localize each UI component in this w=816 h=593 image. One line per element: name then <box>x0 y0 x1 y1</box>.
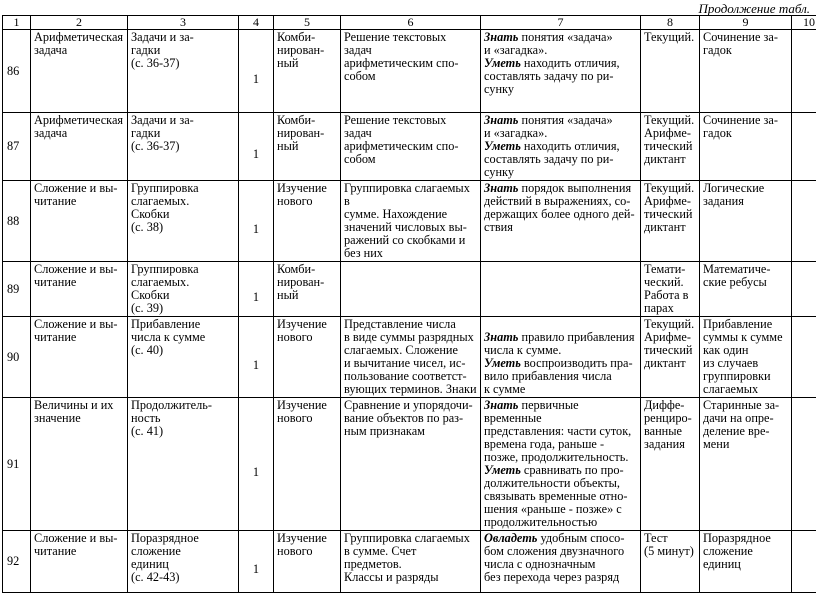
date-cell <box>792 317 816 398</box>
topic-cell: Прибавление числа к сумме (с. 40) <box>128 317 239 398</box>
emphasis-verb: Знать <box>484 330 518 344</box>
content-elements-cell: Решение текстовых задач арифметическим спо- собом <box>341 30 481 113</box>
emphasis-verb: Уметь <box>484 463 521 477</box>
emphasis-verb: Знать <box>484 30 518 44</box>
date-cell <box>792 262 816 317</box>
topic-cell: Задачи и за- гадки (с. 36-37) <box>128 30 239 113</box>
requirements-cell: Знать понятия «задача» и «загадка». Уметь находить отличия, составлять задачу по ри- сунку <box>481 30 641 113</box>
table-row <box>3 398 816 531</box>
requirements-cell: Знать понятия «задача» и «загадка». Уметь находить отличия, составлять задачу по ри- сунку <box>481 113 641 181</box>
topic-cell: Продолжитель- ность (с. 41) <box>128 398 239 531</box>
emphasis-verb: Овладеть <box>484 531 537 545</box>
control-type-cell: Темати- ческий. Работа в парах <box>641 262 700 317</box>
content-elements-cell: Группировка слагаемых в сумме. Нахождение значений числовых вы- ражений со скобками и без них <box>341 181 481 262</box>
emphasis-verb: Знать <box>484 181 518 195</box>
extra-content-cell: Старинные за- дачи на опре- деление вре- мени <box>700 398 792 531</box>
header-cell: 3 <box>128 16 239 30</box>
header-cell: 2 <box>31 16 128 30</box>
section-cell: Арифметическая задача <box>31 113 128 181</box>
table-row <box>3 531 816 593</box>
lesson-type-cell: Комби- нирован- ный <box>274 262 341 317</box>
hours-cell: 1 <box>239 317 274 398</box>
header-cell: 10 <box>792 16 816 30</box>
lesson-type-cell: Комби- нирован- ный <box>274 30 341 113</box>
section-cell: Сложение и вы- читание <box>31 317 128 398</box>
topic-cell: Группировка слагаемых. Скобки (с. 38) <box>128 181 239 262</box>
lesson-number-cell: 92 <box>3 531 31 593</box>
control-type-cell: Текущий. Арифме- тический диктант <box>641 113 700 181</box>
extra-content-cell: Сочинение за- гадок <box>700 113 792 181</box>
control-type-cell: Диффе- ренциро- ванные задания <box>641 398 700 531</box>
hours-cell: 1 <box>239 398 274 531</box>
topic-cell: Группировка слагаемых. Скобки (с. 39) <box>128 262 239 317</box>
hours-cell: 1 <box>239 181 274 262</box>
control-type-cell: Текущий. Арифме- тический диктант <box>641 181 700 262</box>
header-cell: 6 <box>341 16 481 30</box>
table-row <box>3 262 816 317</box>
hours-cell: 1 <box>239 30 274 113</box>
extra-content-cell: Сочинение за- гадок <box>700 30 792 113</box>
extra-content-cell: Математиче- ские ребусы <box>700 262 792 317</box>
section-cell: Арифметическая задача <box>31 30 128 113</box>
table-row <box>3 30 816 113</box>
lesson-number-cell: 90 <box>3 317 31 398</box>
lesson-type-cell: Изучение нового <box>274 317 341 398</box>
content-elements-cell <box>341 262 481 317</box>
content-elements-cell: Сравнение и упорядочи- вание объектов по раз- ным признакам <box>341 398 481 531</box>
content-elements-cell: Представление числа в виде суммы разрядных слагаемых. Сложение и вычитание чисел, ис- пользование соответст- вующих терминов. Знаки <box>341 317 481 398</box>
lesson-number-cell: 88 <box>3 181 31 262</box>
lesson-number-cell: 91 <box>3 398 31 531</box>
control-type-cell: Текущий. Арифме- тический диктант <box>641 317 700 398</box>
hours-cell: 1 <box>239 531 274 593</box>
extra-content-cell: Логические задания <box>700 181 792 262</box>
requirements-cell <box>481 262 641 317</box>
lesson-type-cell: Комби- нирован- ный <box>274 113 341 181</box>
control-type-cell: Текущий. <box>641 30 700 113</box>
hours-cell: 1 <box>239 113 274 181</box>
header-cell: 7 <box>481 16 641 30</box>
date-cell <box>792 181 816 262</box>
hours-cell: 1 <box>239 262 274 317</box>
lesson-type-cell: Изучение нового <box>274 181 341 262</box>
extra-content-cell: Поразрядное сложение единиц <box>700 531 792 593</box>
lesson-number-cell: 86 <box>3 30 31 113</box>
emphasis-verb: Уметь <box>484 139 521 153</box>
requirements-cell: Овладеть удобным спосо- бом сложения двузначного числа с однозначным без перехода через разряд <box>481 531 641 593</box>
header-cell: 5 <box>274 16 341 30</box>
lesson-type-cell: Изучение нового <box>274 398 341 531</box>
section-cell: Величины и их значение <box>31 398 128 531</box>
control-type-cell: Тест (5 минут) <box>641 531 700 593</box>
header-cell: 4 <box>239 16 274 30</box>
section-cell: Сложение и вы- читание <box>31 531 128 593</box>
lesson-type-cell: Изучение нового <box>274 531 341 593</box>
section-cell: Сложение и вы- читание <box>31 181 128 262</box>
lesson-plan-table <box>2 15 816 593</box>
requirements-cell: Знать первичные временные представления: части суток, времена года, раньше - позже, продолжительность. Уметь сравнивать по про- должительности объекты, связывать временные отно- шения «раньше - позже» с продолжительностью <box>481 398 641 531</box>
lesson-number-cell: 89 <box>3 262 31 317</box>
header-cell: 9 <box>700 16 792 30</box>
content-elements-cell: Решение текстовых задач арифметическим спо- собом <box>341 113 481 181</box>
requirements-cell: Знать порядок выполнения действий в выражениях, со- держащих более одного дей- ствия <box>481 181 641 262</box>
topic-cell: Поразрядное сложение единиц (с. 42-43) <box>128 531 239 593</box>
emphasis-verb: Уметь <box>484 56 521 70</box>
emphasis-verb: Знать <box>484 398 518 412</box>
header-cell: 8 <box>641 16 700 30</box>
date-cell <box>792 113 816 181</box>
date-cell <box>792 398 816 531</box>
table-caption: Продолжение табл. <box>699 1 810 17</box>
section-cell: Сложение и вы- читание <box>31 262 128 317</box>
topic-cell: Задачи и за- гадки (с. 36-37) <box>128 113 239 181</box>
date-cell <box>792 531 816 593</box>
table-row <box>3 317 816 398</box>
header-cell: 1 <box>3 16 31 30</box>
requirements-cell: Знать правило прибавления числа к сумме. Уметь воспроизводить пра- вило прибавления числа к сумме <box>481 317 641 398</box>
emphasis-verb: Уметь <box>484 356 521 370</box>
table-row <box>3 113 816 181</box>
lesson-number-cell: 87 <box>3 113 31 181</box>
header-row <box>3 16 816 30</box>
table-row <box>3 181 816 262</box>
extra-content-cell: Прибавление суммы к сумме как один из случаев группировки слагаемых <box>700 317 792 398</box>
emphasis-verb: Знать <box>484 113 518 127</box>
date-cell <box>792 30 816 113</box>
content-elements-cell: Группировка слагаемых в сумме. Счет предметов. Классы и разряды <box>341 531 481 593</box>
